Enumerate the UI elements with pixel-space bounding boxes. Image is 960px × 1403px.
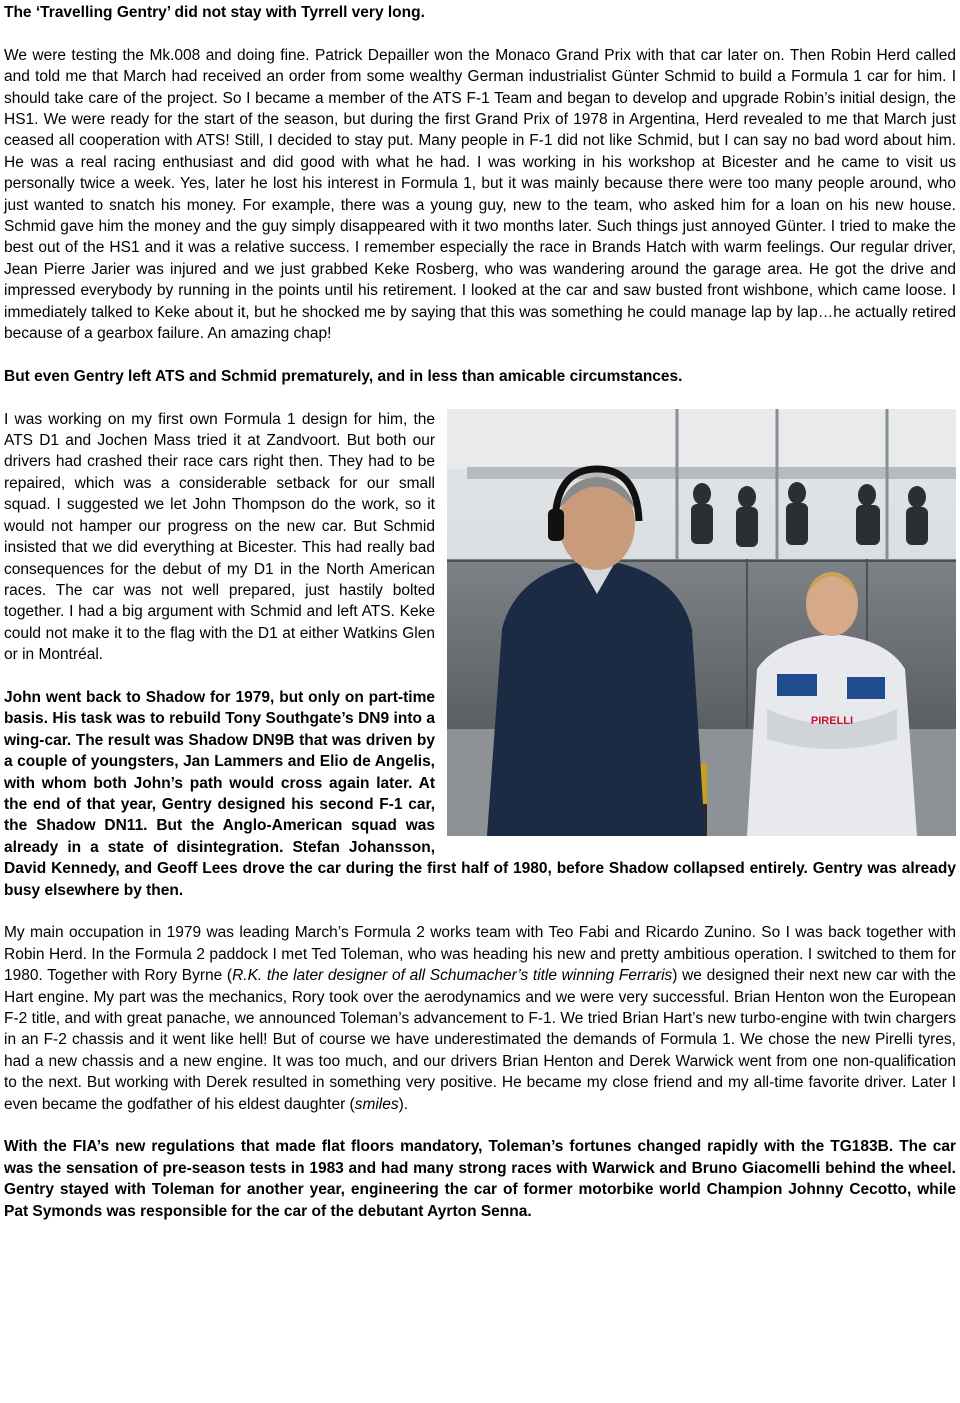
paragraph-toleman [4, 922, 956, 1115]
interview-question-gentry-left-ats: But even Gentry left ATS and Schmid prematurely, and in less than amicable circumstances. [4, 367, 683, 385]
interview-question-shadow: John went back to Shadow for 1979, but only on part-time basis. His task was to rebuild Tony Southgate’s DN9 into a wing-car. The result was Shadow DN9B that was driven by a couple of youngsters, Jan Lammers and Elio de Angelis, with whom both John’s path would cross again later. At the end of that year, Gentry designed his second F-1 car, the Shadow DN11. But the Anglo-American squad was already in a state of disintegration. Stefan Johansson, David Kennedy, and Geoff Lees drove the car during the first half of 1980, before Shadow collapsed entirely. Gentry was already busy elsewhere by then. [4, 688, 956, 899]
section-heading: The ‘Travelling Gentry’ did not stay with Tyrrell very long. [4, 4, 425, 21]
paragraph-toleman-smiles: smiles [354, 1095, 399, 1113]
suit-logo-text: PIRELLI [810, 714, 854, 727]
interview-question-fia-regulations: With the FIA’s new regulations that made flat floors mandatory, Toleman’s fortunes changed rapidly with the TG183B. The car was the sensation of pre-season tests in 1983 and had many strong races with Warwick and Bruno Giacomelli behind the wheel. Gentry stayed with Toleman for another year, engineering the car of former motorbike world Champion Johnny Cecotto, while Pat Symonds was responsible for the car of the debutant Ayrton Senna. [4, 1138, 956, 1220]
paragraph-toleman-italic-note: R.K. the later designer of all Schumacher’s title winning Ferraris [232, 967, 673, 985]
photo-two-men-pitlane-icon [447, 409, 956, 836]
photo-gentry-and-driver [447, 409, 956, 836]
paragraph-toleman-part-a: My main occupation in 1979 was leading March’s Formula 2 works team with Teo Fabi and Ricardo Zunino. So I was back together with Robin Herd. In the Formula 2 paddock I met Ted Toleman, who was heading his new and pretty ambitious operation. I switched to them for 1980. Together with Rory Byrne ( [4, 924, 956, 985]
article [4, 2, 956, 1222]
paragraph-ats-d1: I was working on my first own Formula 1 design for him, the ATS D1 and Jochen Mass tried it at Zandvoort. But both our drivers had crashed their race cars right then. They had to be repaired, which was a considerable setback for our small squad. I suggested we let John Thompson do the work, so it would not hamper our progress on the new car. But Schmid insisted that we did everything at Bicester. This had really bad consequences for the debut of my D1 in the North American races. The car was not well prepared, just hastily bolted together. I had a big argument with Schmid and left ATS. Keke could not make it to the flag with the D1 at either Watkins Glen or in Montréal. [4, 410, 435, 664]
paragraph-toleman-part-b: ) we designed their next new car with the Hart engine. My part was the mechanics, Rory took over the aerodynamics and we were very successful. Brian Henton won the European F-2 title, and with great panache, we announced Toleman’s advancement to F-1. We tried Brian Hart’s new turbo-engine with twin chargers in an F-2 chassis and it went like hell! But of course we have underestimated the demands of Formula 1. We chose the new Pirelli tyres, had a new chassis and a new engine. It was too much, and our drivers Brian Henton and Derek Warwick went from one non-qualification to the next. But working with Derek resulted in something very positive. He became my close friend and my all-time favorite driver. Later I even became the godfather of his eldest daughter ( [4, 967, 956, 1113]
paragraph-toleman-part-c: ). [398, 1095, 409, 1113]
paragraph-tyrrell-ats: We were testing the Mk.008 and doing fine. Patrick Depailler won the Monaco Grand Prix with that car later on. Then Robin Herd called and told me that March had received an order from some wealthy German industrialist Günter Schmid to build a Formula 1 car for him. I should take care of the project. So I became a member of the ATS F-1 Team and began to develop and upgrade Robin’s initial design, the HS1. We were ready for the start of the season, but during the first Grand Prix of 1978 in Argentina, Herd revealed to me that March just ceased all cooperation with ATS! Still, I decided to stay put. Many people in F-1 did not like Schmid, but I can say no bad word about him. He was a real racing enthusiast and did good with what he had. I was working in his workshop at Bicester and he came to visit us personally twice a week. Yes, later he lost his interest in Formula 1, but it was mainly because there were too many people around, who just wanted to snatch his money. For example, there was a young guy, new to the team, who asked him for a loan on his new house. Schmid gave him the money and the guy simply disappeared with it two months later. Such things just annoyed Günter. I tried to make the best out of the HS1 and it was a relative success. I remember especially the race in Brands Hatch with warm feelings. Our regular driver, Jean Pierre Jarier was injured and we just grabbed Keke Rosberg, who was wandering around the garage area. He got the drive and impressed everybody by running in the points until his retirement. I looked at the car and saw busted front wishbone, which came loose. I immediately talked to Keke about it, but he shocked me by saying that this was something he could manage lap by lap…he actually retired because of a gearbox failure. An amazing chap! [4, 46, 956, 343]
